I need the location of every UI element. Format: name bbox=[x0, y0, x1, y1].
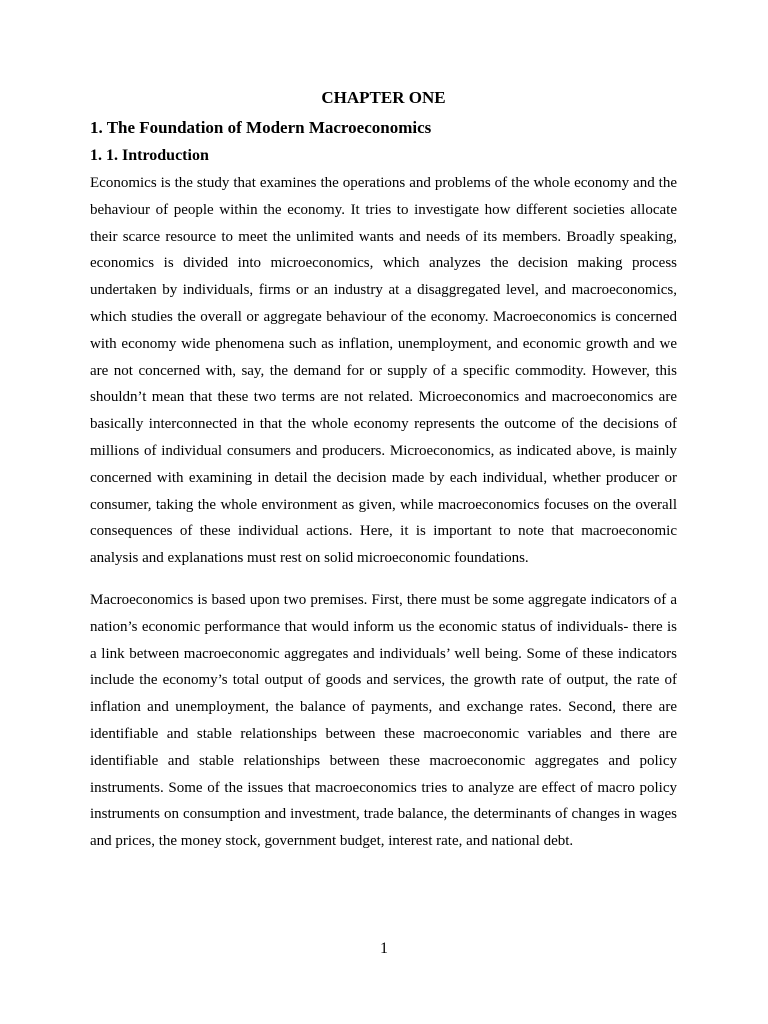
section-title: 1. The Foundation of Modern Macroeconomics bbox=[90, 118, 432, 137]
chapter-title: CHAPTER ONE bbox=[321, 88, 446, 107]
page-content bbox=[90, 86, 677, 855]
paragraph-premises: Macroeconomics is based upon two premises. First, there must be some aggregate indicators of a nation’s economic performance that would inform us the economic status of individuals- there is a link between macroeconomic aggregates and individuals’ well being. Some of these indicators include the economy’s total output of goods and services, the growth rate of output, the rate of inflation and unemployment, the balance of payments, and exchange rates. Second, there are identifiable and stable relationships between these macroeconomic variables and there are identifiable and stable relationships between these macroeconomic aggregates and policy instruments. Some of the issues that macroeconomics tries to analyze are effect of macro policy instruments on consumption and investment, trade balance, the determinants of changes in wages and prices, the money stock, government budget, interest rate, and national debt. bbox=[90, 591, 677, 850]
subsection-title: 1. 1. Introduction bbox=[90, 147, 209, 164]
page-number: 1 bbox=[380, 940, 388, 957]
paragraph-introduction: Economics is the study that examines the operations and problems of the whole economy and the behaviour of people within the economy. It tries to investigate how different societies allocate their scarce resource to meet the unlimited wants and needs of its members. Broadly speaking, economics is divided into microeconomics, which analyzes the decision making process undertaken by individuals, firms or an industry at a disaggregated level, and macroeconomics, which studies the overall or aggregate behaviour of the economy. Macroeconomics is concerned with economy wide phenomena such as inflation, unemployment, and economic growth and we are not concerned with, say, the demand for or supply of a specific commodity. However, this shouldn’t mean that these two terms are not related. Microeconomics and macroeconomics are basically interconnected in that the whole economy represents the outcome of the decisions of millions of individual consumers and producers. Microeconomics, as indicated above, is mainly concerned with examining in detail the decision made by each individual, whether producer or consumer, taking the whole environment as given, while macroeconomics focuses on the overall consequences of these individual actions. Here, it is important to note that macroeconomic analysis and explanations must rest on solid microeconomic foundations. bbox=[90, 175, 677, 567]
